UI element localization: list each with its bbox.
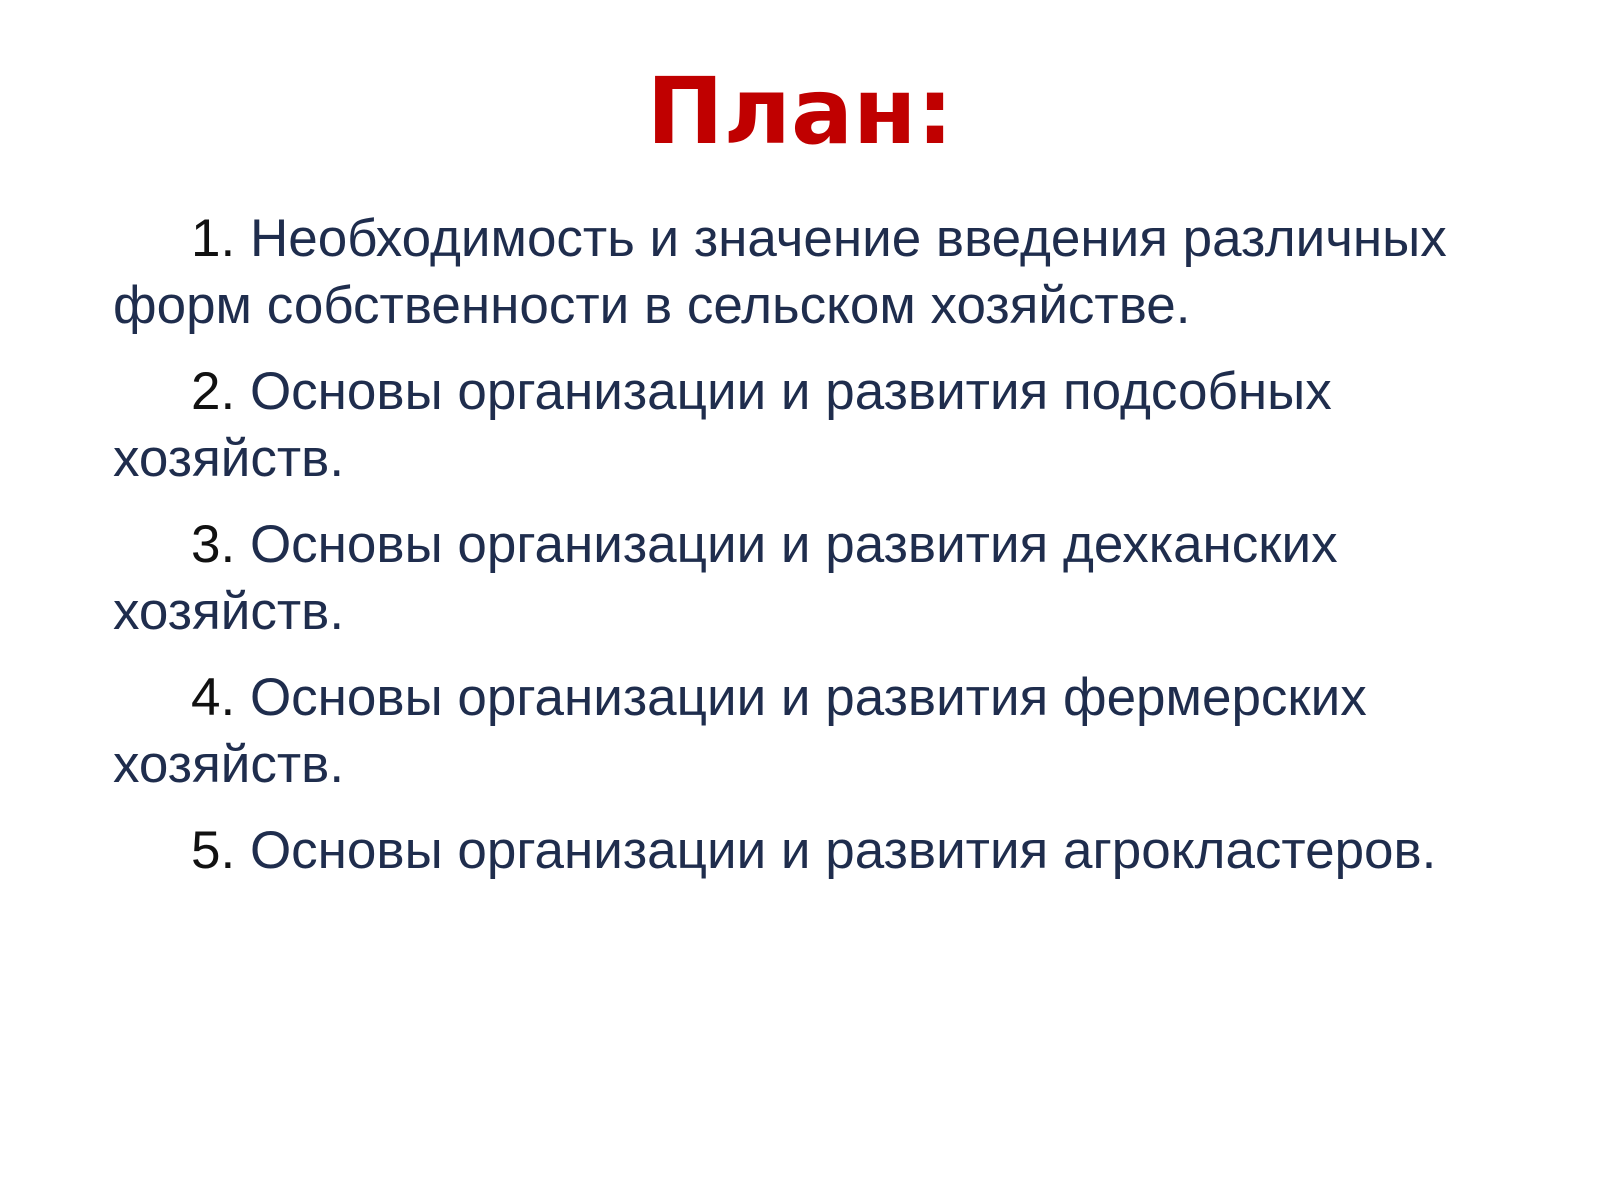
plan-item-5 [113, 817, 1483, 884]
plan-item-3 [113, 511, 1483, 645]
plan-item-number: 2. [191, 362, 236, 421]
plan-item-number: 3. [191, 515, 236, 574]
plan-item-number: 1. [191, 209, 236, 268]
plan-item-1 [113, 205, 1483, 339]
plan-item-text: Основы организации и развития фермерских хозяйств. [113, 668, 1367, 794]
plan-item-4 [113, 664, 1483, 798]
plan-item-text: Основы организации и развития дехканских хозяйств. [113, 515, 1338, 641]
plan-item-text: Необходимость и значение введения различных форм собственности в сельском хозяйстве. [113, 209, 1447, 335]
slide-title: План: [646, 58, 954, 165]
plan-list [113, 205, 1483, 903]
plan-item-number: 4. [191, 668, 236, 727]
plan-item-2 [113, 358, 1483, 492]
plan-item-text: Основы организации и развития подсобных хозяйств. [113, 362, 1332, 488]
plan-item-text: Основы организации и развития агрокластеров. [249, 821, 1437, 880]
plan-item-number: 5. [191, 821, 236, 880]
